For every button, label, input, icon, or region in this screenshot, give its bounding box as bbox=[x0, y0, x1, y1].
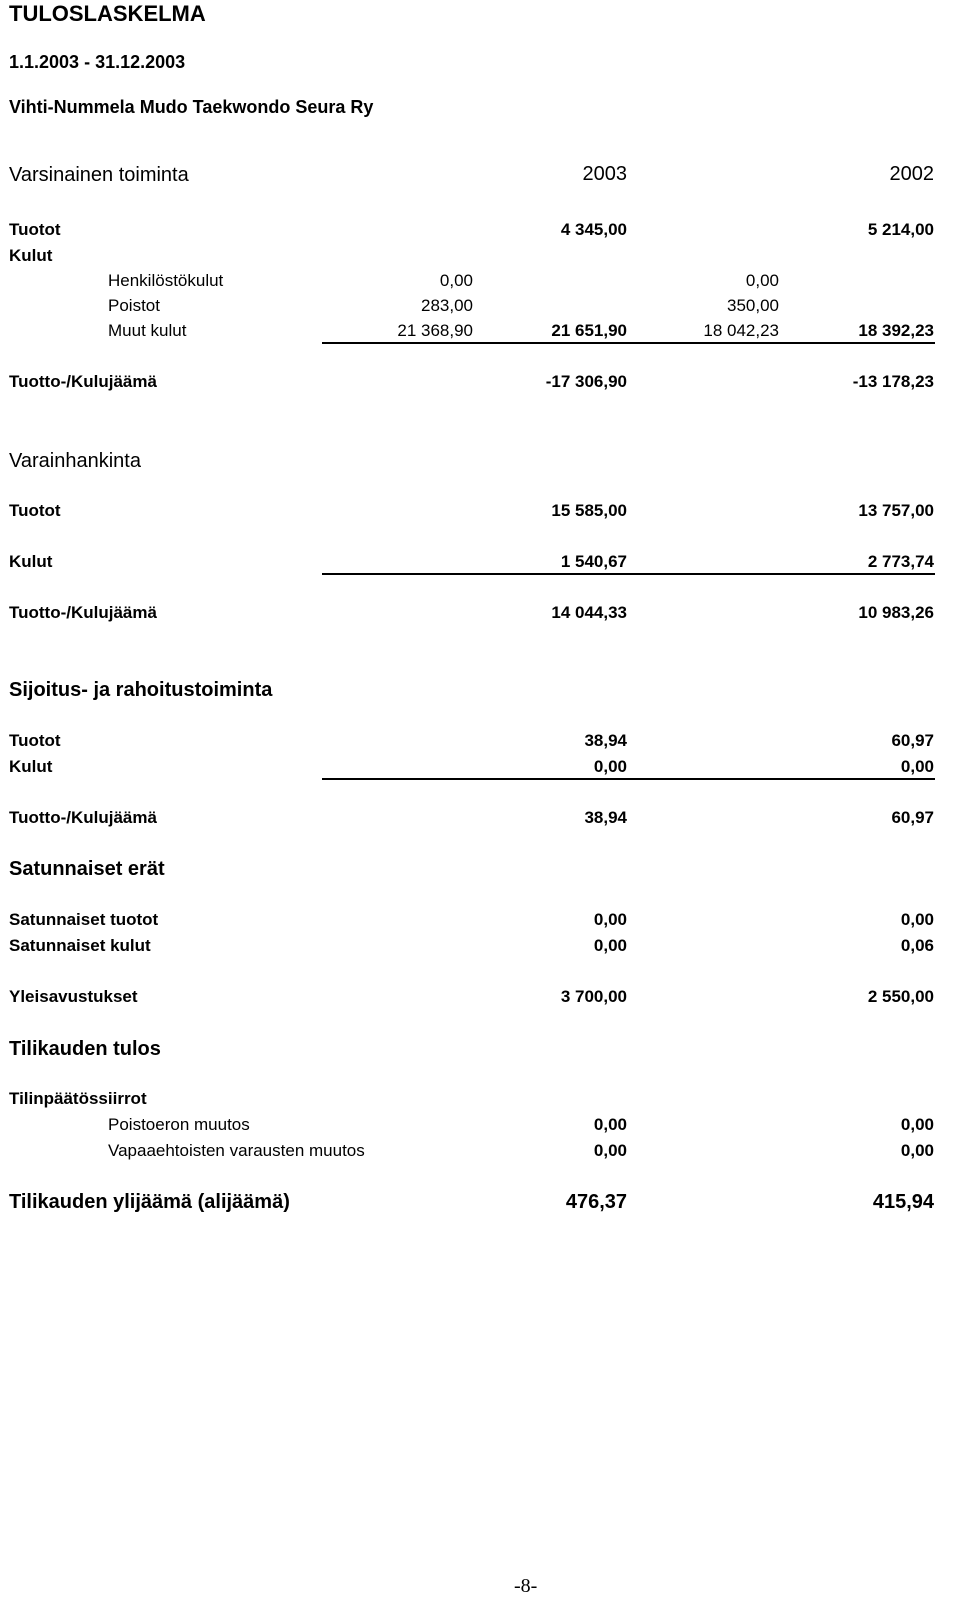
value-kulut-2003: 1 540,67 bbox=[560, 552, 627, 571]
row-label-jaama: Tuotto-/Kulujäämä bbox=[9, 603, 157, 622]
row-label-muut-kulut: Muut kulut bbox=[108, 321, 187, 340]
row-label-tuotot: Tuotot bbox=[9, 501, 61, 520]
page-number: -8- bbox=[514, 1575, 538, 1597]
value-kulut-2002: 2 773,74 bbox=[867, 552, 934, 571]
value-yleisavustukset-2002: 2 550,00 bbox=[867, 987, 934, 1006]
divider-line bbox=[322, 573, 935, 575]
value-tuotot-2003: 38,94 bbox=[584, 731, 627, 750]
value-satunnaiset-kulut-2003: 0,00 bbox=[593, 936, 627, 955]
value-jaama-2002: 10 983,26 bbox=[858, 603, 934, 622]
value-tuotot-2003: 15 585,00 bbox=[551, 501, 627, 520]
row-label-ylijaama: Tilikauden ylijäämä (alijäämä) bbox=[9, 1191, 290, 1213]
value-kulut-2003: 0,00 bbox=[593, 757, 627, 776]
value-satunnaiset-kulut-2002: 0,06 bbox=[900, 936, 934, 955]
section-heading-varsinainen: Varsinainen toiminta bbox=[9, 164, 189, 186]
row-label-satunnaiset-tuotot: Satunnaiset tuotot bbox=[9, 910, 159, 929]
value-yleisavustukset-2003: 3 700,00 bbox=[560, 987, 627, 1006]
value-kulut-total-2002: 18 392,23 bbox=[858, 321, 934, 340]
value-muut-kulut-2003: 21 368,90 bbox=[397, 321, 473, 340]
page-title: TULOSLASKELMA bbox=[9, 1, 206, 26]
section-heading-sijoitus: Sijoitus- ja rahoitustoiminta bbox=[9, 679, 273, 701]
value-poistot-2003: 283,00 bbox=[421, 296, 473, 315]
divider-line bbox=[322, 342, 935, 344]
section-heading-tilikauden-tulos: Tilikauden tulos bbox=[9, 1038, 161, 1060]
column-year-previous: 2002 bbox=[889, 163, 934, 185]
row-label-poistoeron-muutos: Poistoeron muutos bbox=[108, 1115, 250, 1134]
row-label-jaama: Tuotto-/Kulujäämä bbox=[9, 808, 157, 827]
value-poistot-2002: 350,00 bbox=[727, 296, 779, 315]
row-label-kulut: Kulut bbox=[9, 552, 53, 571]
section-heading-satunnaiset: Satunnaiset erät bbox=[9, 858, 165, 880]
value-vapaaehtoiset-varaukset-2002: 0,00 bbox=[900, 1141, 934, 1160]
section-heading-tilinpaatossiirrot: Tilinpäätössiirrot bbox=[9, 1089, 147, 1108]
row-label-jaama: Tuotto-/Kulujäämä bbox=[9, 372, 157, 391]
value-tuotot-2003: 4 345,00 bbox=[560, 220, 627, 239]
row-label-satunnaiset-kulut: Satunnaiset kulut bbox=[9, 936, 151, 955]
row-label-tuotot: Tuotot bbox=[9, 731, 61, 750]
value-poistoeron-muutos-2002: 0,00 bbox=[900, 1115, 934, 1134]
row-label-kulut: Kulut bbox=[9, 757, 53, 776]
value-jaama-2002: -13 178,23 bbox=[852, 372, 934, 391]
value-jaama-2002: 60,97 bbox=[891, 808, 934, 827]
value-ylijaama-2003: 476,37 bbox=[565, 1191, 627, 1213]
column-year-current: 2003 bbox=[582, 163, 627, 185]
value-satunnaiset-tuotot-2003: 0,00 bbox=[593, 910, 627, 929]
organization-name: Vihti-Nummela Mudo Taekwondo Seura Ry bbox=[9, 97, 374, 117]
value-satunnaiset-tuotot-2002: 0,00 bbox=[900, 910, 934, 929]
period: 1.1.2003 - 31.12.2003 bbox=[9, 52, 186, 72]
row-label-kulut: Kulut bbox=[9, 246, 53, 265]
value-vapaaehtoiset-varaukset-2003: 0,00 bbox=[593, 1141, 627, 1160]
row-label-henkilostokulut: Henkilöstökulut bbox=[108, 271, 224, 290]
value-jaama-2003: -17 306,90 bbox=[545, 372, 627, 391]
section-heading-varainhankinta: Varainhankinta bbox=[9, 450, 141, 472]
value-poistoeron-muutos-2003: 0,00 bbox=[593, 1115, 627, 1134]
divider-line bbox=[322, 778, 935, 780]
value-tuotot-2002: 60,97 bbox=[891, 731, 934, 750]
value-henkilostokulut-2003: 0,00 bbox=[439, 271, 473, 290]
value-tuotot-2002: 13 757,00 bbox=[858, 501, 934, 520]
row-label-tuotot: Tuotot bbox=[9, 220, 61, 239]
value-muut-kulut-2002: 18 042,23 bbox=[703, 321, 779, 340]
row-label-vapaaehtoiset-varaukset: Vapaaehtoisten varausten muutos bbox=[108, 1141, 365, 1160]
value-henkilostokulut-2002: 0,00 bbox=[745, 271, 779, 290]
value-jaama-2003: 14 044,33 bbox=[551, 603, 627, 622]
row-label-poistot: Poistot bbox=[108, 296, 160, 315]
value-jaama-2003: 38,94 bbox=[584, 808, 627, 827]
value-ylijaama-2002: 415,94 bbox=[872, 1191, 934, 1213]
value-tuotot-2002: 5 214,00 bbox=[867, 220, 934, 239]
value-kulut-2002: 0,00 bbox=[900, 757, 934, 776]
row-label-yleisavustukset: Yleisavustukset bbox=[9, 987, 138, 1006]
value-kulut-total-2003: 21 651,90 bbox=[551, 321, 627, 340]
